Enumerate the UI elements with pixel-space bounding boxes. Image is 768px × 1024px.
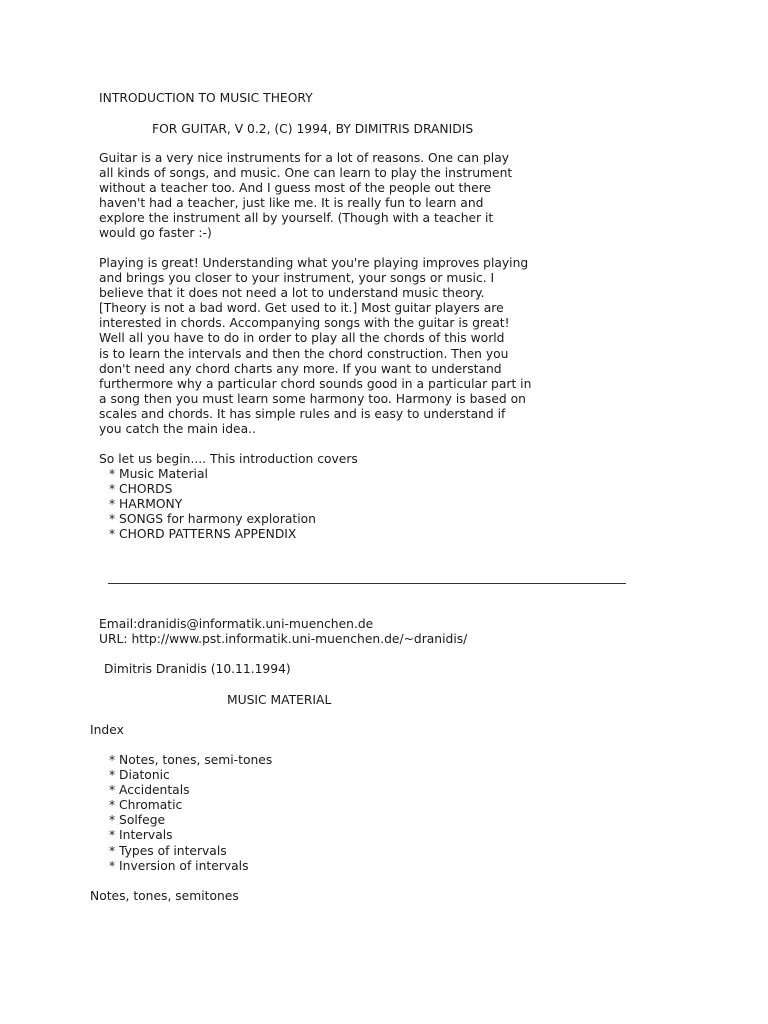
separator-line — [108, 583, 626, 584]
list-item: * Intervals — [109, 828, 173, 843]
paragraph-line: furthermore why a particular chord sounds good in a particular part in — [99, 376, 532, 391]
paragraph-line: don't need any chord charts any more. If you want to understand — [99, 361, 502, 376]
intro-topic-list — [109, 467, 316, 542]
paragraph-line: interested in chords. Accompanying songs with the guitar is great! — [99, 316, 510, 331]
list-item: * CHORD PATTERNS APPENDIX — [109, 527, 297, 542]
paragraph-line: Playing is great! Understanding what you're playing improves playing — [99, 256, 529, 270]
paragraph-line: a song then you must learn some harmony too. Harmony is based on — [99, 391, 526, 406]
list-item: * Types of intervals — [109, 843, 227, 858]
list-item: * Music Material — [109, 467, 208, 481]
index-heading: Index — [90, 723, 124, 737]
paragraph-line: Well all you have to do in order to play all the chords of this world — [99, 331, 505, 346]
list-item: * Notes, tones, semi-tones — [109, 753, 273, 767]
document-subtitle: FOR GUITAR, V 0.2, (C) 1994, BY DIMITRIS DRANIDIS — [152, 122, 474, 136]
paragraph-line: is to learn the intervals and then the chord construction. Then you — [99, 346, 509, 361]
paragraph-line: scales and chords. It has simple rules and is easy to understand if — [99, 406, 506, 421]
list-item: * HARMONY — [109, 497, 183, 512]
list-item: * Accidentals — [109, 783, 190, 798]
list-item: * Chromatic — [109, 798, 183, 813]
paragraph-line: and brings you closer to your instrument, your songs or music. I — [99, 271, 495, 286]
intro-lead: So let us begin.... This introduction covers — [99, 452, 358, 466]
list-item: * SONGS for harmony exploration — [109, 512, 316, 527]
paragraph-line: you catch the main idea.. — [99, 422, 256, 437]
paragraph-line: explore the instrument all by yourself. (Though with a teacher it — [99, 211, 494, 226]
paragraph-theory — [99, 256, 531, 437]
section-title: MUSIC MATERIAL — [227, 693, 332, 707]
author-signature: Dimitris Dranidis (10.11.1994) — [104, 662, 291, 676]
list-item: * Diatonic — [109, 768, 170, 783]
paragraph-line: all kinds of songs, and music. One can learn to play the instrument — [99, 166, 513, 181]
index-list — [109, 753, 272, 874]
contact-url: URL: http://www.pst.informatik.uni-muenchen.de/~dranidis/ — [99, 632, 468, 646]
contact-email: Email:dranidis@informatik.uni-muenchen.de — [99, 617, 374, 631]
subsection-title: Notes, tones, semitones — [90, 889, 239, 903]
document-title: INTRODUCTION TO MUSIC THEORY — [99, 91, 313, 105]
list-item: * Inversion of intervals — [109, 858, 249, 873]
paragraph-line: [Theory is not a bad word. Get used to it.] Most guitar players are — [99, 301, 504, 316]
list-item: * CHORDS — [109, 482, 173, 497]
paragraph-intro — [99, 151, 512, 242]
paragraph-line: haven't had a teacher, just like me. It is really fun to learn and — [99, 196, 484, 211]
list-item: * Solfege — [109, 813, 166, 828]
paragraph-line: would go faster :-) — [99, 226, 212, 241]
paragraph-line: without a teacher too. And I guess most of the people out there — [99, 181, 492, 196]
paragraph-line: believe that it does not need a lot to understand music theory. — [99, 286, 485, 301]
paragraph-line: Guitar is a very nice instruments for a lot of reasons. One can play — [99, 151, 510, 165]
